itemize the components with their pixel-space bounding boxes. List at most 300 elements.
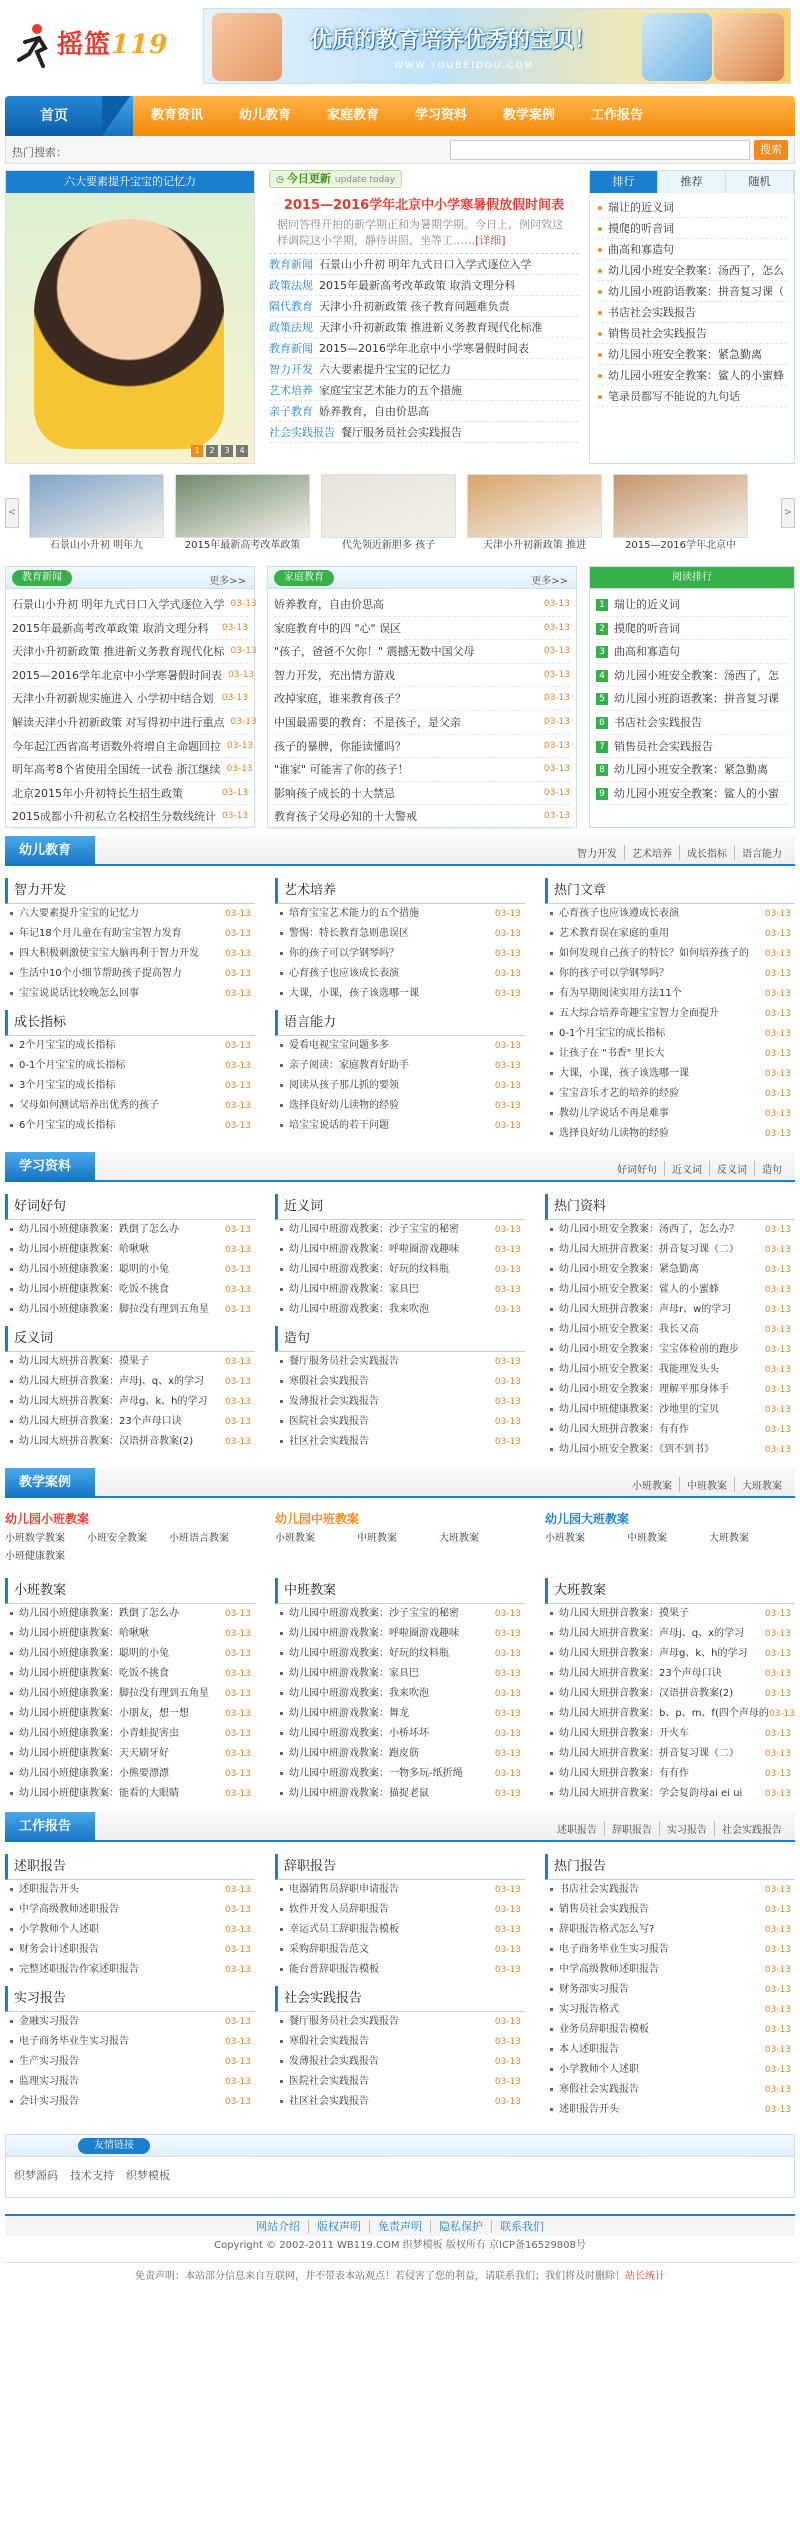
item-title[interactable]: 教幼儿学说话不再是难事 (559, 1108, 669, 1119)
reading-title[interactable]: 书店社会实践报告 (614, 715, 702, 729)
item-title[interactable]: 幼儿园小班健康教案：跌倒了怎么办 (19, 1224, 179, 1235)
news-title[interactable]: 明年高考8个省使用全国统一试卷 浙江继续 (12, 763, 221, 777)
list-item[interactable] (275, 2072, 525, 2092)
list-item[interactable] (275, 1392, 525, 1412)
list-item[interactable] (545, 1064, 795, 1084)
news-item[interactable] (12, 664, 255, 688)
nav-item[interactable]: 幼儿教育 (238, 108, 291, 123)
item-title[interactable]: 宝宝说说话比较晚怎么回事 (19, 988, 139, 999)
nav-item[interactable]: 工作报告 (590, 108, 643, 123)
friend-link[interactable]: 织梦源码 (14, 2169, 58, 2182)
news-title[interactable]: 改掉家庭，谁来教育孩子？ (274, 692, 406, 706)
item-title[interactable]: 心育孩子也应该成长表演 (289, 968, 399, 979)
item-title[interactable]: 幼儿园小班健康教案：小青蛙捉害虫 (19, 1728, 179, 1739)
reading-item[interactable] (596, 687, 788, 711)
list-item[interactable] (275, 1096, 525, 1116)
news-item[interactable] (12, 735, 254, 759)
header-banner[interactable] (203, 8, 791, 84)
list-item[interactable] (545, 984, 795, 1004)
case-link[interactable]: 中班教案 (627, 1533, 667, 1544)
list-item[interactable] (5, 1412, 255, 1432)
list-item[interactable] (5, 2052, 255, 2072)
column-heading[interactable]: 辞职报告 (275, 1854, 525, 1880)
photo-caption[interactable]: 石景山小升初 明年九 (49, 540, 144, 551)
item-title[interactable]: 财务部实习报告 (559, 1984, 629, 1995)
item-title[interactable]: 幼儿园中班游戏教案：呼啦圈游戏趣味 (289, 1628, 459, 1639)
item-category[interactable]: 隔代教育 (269, 300, 313, 313)
photo-caption[interactable]: 代先领近新胆多 孩子 (341, 540, 436, 551)
item-title[interactable]: 艺术教育误在家庭的重用 (559, 928, 669, 939)
item-title[interactable]: 幼儿园中班游戏教案：舞龙 (289, 1708, 409, 1719)
news-title[interactable]: 北京2015年小升初特长生招生政策 (12, 786, 183, 800)
item-title[interactable]: 0-1个月宝宝的成长指标 (559, 1028, 666, 1039)
item-title[interactable]: 幼儿园中班游戏教案：我来吹泡 (289, 1304, 429, 1315)
nav-item[interactable]: 教学案例 (502, 108, 555, 123)
case-link[interactable]: 小班教案 (275, 1533, 315, 1544)
nav-home[interactable]: 首页 (5, 96, 103, 136)
list-item[interactable] (275, 1704, 525, 1724)
item-title[interactable]: 幼儿园中班游戏教案：一物多玩-纸折绳 (289, 1768, 463, 1779)
section-link[interactable]: 反义词 (709, 1161, 754, 1176)
item-title[interactable]: 辞职报告格式怎么写? (559, 1924, 655, 1935)
news-title[interactable]: 天津小升初新政策 推进新义务教育现代化标 (12, 645, 225, 659)
list-item[interactable] (545, 1440, 795, 1460)
column-heading[interactable]: 中班教案 (275, 1578, 525, 1604)
list-item[interactable] (275, 944, 525, 964)
slideshow-dot[interactable]: 4 (236, 445, 248, 457)
news-title[interactable]: 2015成都小升初私立名校招生分数线统计 (12, 810, 216, 824)
news-item[interactable] (274, 782, 570, 806)
column-heading[interactable]: 成长指标 (5, 1010, 255, 1036)
list-item[interactable] (5, 1116, 255, 1136)
reading-item[interactable] (596, 782, 788, 806)
item-title[interactable]: 幼儿园小班健康教案：小熊要漂漂 (19, 1768, 169, 1779)
item-category[interactable]: 亲子教育 (269, 405, 313, 418)
item-title[interactable]: 0-1个月宝宝的成长指标 (19, 1060, 126, 1071)
nav-item[interactable]: 学习资料 (414, 108, 467, 123)
section-link[interactable]: 述职报告 (557, 1825, 597, 1836)
ranking-tab[interactable]: 随机 (726, 171, 794, 193)
footer-link[interactable]: 隐私保护 (430, 2220, 491, 2233)
case-category-title[interactable]: 幼儿园中班教案 (275, 1512, 360, 1526)
item-title[interactable]: 幼儿园大班拼音教案：学会复韵母ai ei ui (559, 1788, 743, 1799)
item-title[interactable]: 幼儿园大班拼音教案：摸果子 (19, 1356, 149, 1367)
search-button[interactable]: 搜索 (754, 140, 788, 160)
section-link[interactable]: 好词好句 (617, 1165, 657, 1176)
item-title[interactable]: 幼儿园小班安全教案：紧急勤离 (559, 1264, 699, 1275)
list-item[interactable] (5, 1036, 255, 1056)
list-item[interactable] (545, 2040, 795, 2060)
item-title[interactable]: 幼儿园中班游戏教案：我来吹泡 (289, 1688, 429, 1699)
list-item[interactable] (545, 1624, 795, 1644)
item-title[interactable]: 幼儿园小班安全教案：理解平那身体手 (559, 1384, 729, 1395)
item-title[interactable]: 心育孩子也应该遵成长表演 (559, 908, 679, 919)
list-item[interactable] (5, 1784, 255, 1804)
case-link[interactable]: 中班教案 (357, 1533, 397, 1544)
item-title[interactable]: 本人述职报告 (559, 2044, 619, 2055)
reading-item[interactable] (596, 593, 788, 617)
list-item[interactable] (5, 1056, 255, 1076)
news-title[interactable]: 中国最需要的教育：不是孩子，是父亲 (274, 715, 461, 729)
list-item[interactable] (545, 1960, 795, 1980)
item-title[interactable]: 幼儿园大班拼音教案：23个声母口诀 (19, 1416, 182, 1427)
column-heading[interactable]: 实习报告 (5, 1986, 255, 2012)
item-title[interactable]: 幼儿园小班安全教案：《到不到书》 (559, 1444, 714, 1455)
item-title[interactable]: 幼儿园大班拼音教案：声母g、k、h的学习 (559, 1648, 748, 1659)
item-title[interactable]: 幼儿园大班拼音教案：拼音复习课（二） (559, 1244, 739, 1255)
news-item[interactable] (12, 617, 248, 641)
news-title[interactable]: 影响孩子成长的十大禁忌 (274, 786, 395, 800)
photo-thumbnail[interactable] (29, 474, 164, 538)
list-item[interactable] (5, 1096, 255, 1116)
news-item[interactable] (274, 735, 570, 759)
item-title[interactable]: 电器销售员辞职申请报告 (289, 1884, 399, 1895)
list-item[interactable] (275, 1280, 525, 1300)
item-title[interactable]: 会计实习报告 (19, 2096, 79, 2107)
section-link[interactable]: 大班教案 (734, 1477, 789, 1492)
list-item[interactable] (5, 1764, 255, 1784)
list-item[interactable] (545, 1260, 795, 1280)
item-title[interactable]: 6个月宝宝的成长指标 (19, 1120, 116, 1131)
photo-item[interactable] (467, 474, 602, 554)
today-item[interactable] (269, 254, 579, 275)
item-title[interactable]: 你的孩子可以学钢琴吗？ (559, 968, 669, 979)
list-item[interactable] (5, 904, 255, 924)
list-item[interactable] (275, 1116, 525, 1136)
item-title[interactable]: 发薄报社会实践报告 (289, 1396, 379, 1407)
item-category[interactable]: 政策法规 (269, 279, 313, 292)
list-item[interactable] (545, 2060, 795, 2080)
list-item[interactable] (545, 924, 795, 944)
list-item[interactable] (5, 1724, 255, 1744)
item-title[interactable]: 幼儿园小班健康教案：吃饭不挑食 (19, 1284, 169, 1295)
slideshow-dot[interactable]: 3 (221, 445, 233, 457)
item-title[interactable]: 幼儿园小班健康教案：天天刷牙好 (19, 1748, 169, 1759)
ranking-item[interactable]: 笔录员都写不能说的九句话 (596, 386, 788, 407)
item-title[interactable]: 幼儿园中班游戏教案：呼啦圈游戏趣味 (289, 1244, 459, 1255)
item-title[interactable]: 幼儿园中班游戏教案：家具巴 (289, 1668, 419, 1679)
list-item[interactable] (545, 1300, 795, 1320)
item-title[interactable]: 选择良好幼儿读物的经验 (289, 1100, 399, 1111)
list-item[interactable] (545, 1280, 795, 1300)
list-item[interactable] (275, 1764, 525, 1784)
ranking-item[interactable]: 幼儿园小班安全教案：鲨人的小蜜蜂 (596, 365, 788, 386)
section-link[interactable]: 社会实践报告 (714, 1821, 789, 1836)
list-item[interactable] (275, 1624, 525, 1644)
item-title[interactable]: 书店社会实践报告 (559, 1884, 639, 1895)
search-input[interactable] (450, 140, 750, 160)
more-link[interactable]: 更多>> (531, 576, 568, 587)
news-title[interactable]: 家庭教育中的四 "心" 误区 (274, 621, 402, 635)
slideshow-dot[interactable]: 2 (206, 445, 218, 457)
item-category[interactable]: 社会实践报告 (269, 426, 335, 439)
ranking-item[interactable]: 幼儿园小班安全教案：紧急勤离 (596, 344, 788, 365)
site-logo[interactable] (15, 22, 195, 72)
news-title[interactable]: "孩子，爸爸不欠你！" 震撼无数中国父母 (274, 645, 475, 659)
item-title[interactable]: 幼儿园大班拼音教案：声母r、w的学习 (559, 1304, 732, 1315)
list-item[interactable] (275, 1960, 525, 1980)
section-title[interactable]: 教学案例 (5, 1468, 95, 1498)
list-item[interactable] (275, 1220, 525, 1240)
item-title[interactable]: 幼儿园中班游戏教案：家具巴 (289, 1284, 419, 1295)
photo-caption[interactable]: 2015年最新高考改革政策 (184, 540, 301, 551)
news-title[interactable]: 2015年最新高考改革政策 取消文理分科 (12, 621, 209, 635)
reading-item[interactable] (596, 735, 788, 759)
list-item[interactable] (275, 1076, 525, 1096)
case-link[interactable]: 小班安全教案 (87, 1533, 147, 1544)
item-title[interactable]: 幼儿园中班游戏教案：好玩的纹料瓶 (289, 1264, 449, 1275)
item-title[interactable]: 2个月宝宝的成长指标 (19, 1040, 116, 1051)
list-item[interactable] (275, 1880, 525, 1900)
list-item[interactable] (275, 1684, 525, 1704)
list-item[interactable] (545, 2000, 795, 2020)
list-item[interactable] (5, 1240, 255, 1260)
news-title[interactable]: 天津小升初新规实施进入 小学初中结合划 (12, 692, 214, 706)
list-item[interactable] (5, 1392, 255, 1412)
item-title[interactable]: 3个月宝宝的成长指标 (19, 1080, 116, 1091)
column-heading[interactable]: 好词好句 (5, 1194, 255, 1220)
item-title[interactable]: 警惕：特长教育急则患误区 (289, 928, 409, 939)
item-title[interactable]: 完整述职报告作家述职报告 (19, 1964, 139, 1975)
list-item[interactable] (545, 1980, 795, 2000)
footer-link[interactable]: 联系我们 (491, 2220, 552, 2233)
list-item[interactable] (545, 1420, 795, 1440)
column-heading[interactable]: 小班教案 (5, 1578, 255, 1604)
list-item[interactable] (275, 1724, 525, 1744)
item-title[interactable]: 幼儿园小班安全教案：我长又高 (559, 1324, 699, 1335)
stats-link[interactable]: 站长统计 (625, 2271, 665, 2282)
reading-title[interactable]: 销售员社会实践报告 (614, 739, 713, 753)
list-item[interactable] (545, 1900, 795, 1920)
item-category[interactable]: 智力开发 (269, 363, 313, 376)
news-item[interactable] (274, 617, 570, 641)
list-item[interactable] (5, 2012, 255, 2032)
list-item[interactable] (545, 1380, 795, 1400)
footer-link[interactable]: 版权声明 (308, 2220, 369, 2233)
photo-caption[interactable]: 天津小升初新政策 推进 (482, 540, 587, 551)
news-item[interactable] (12, 782, 248, 806)
friend-link[interactable]: 织梦模板 (126, 2169, 170, 2182)
item-title[interactable]: 生活中10个小细节帮助孩子提高智力 (19, 968, 182, 979)
list-item[interactable] (5, 1220, 255, 1240)
list-item[interactable] (545, 1880, 795, 1900)
today-item[interactable] (269, 359, 579, 380)
list-item[interactable] (275, 1240, 525, 1260)
news-item[interactable] (274, 711, 570, 735)
today-item[interactable] (269, 401, 579, 422)
list-item[interactable] (5, 1900, 255, 1920)
today-item[interactable] (269, 275, 579, 296)
list-item[interactable] (5, 1604, 255, 1624)
item-title[interactable]: 阅读从孩子那儿抓的要领 (289, 1080, 399, 1091)
more-link[interactable]: 更多>> (209, 576, 246, 587)
item-title[interactable]: 大课，小课，孩子该选哪一课 (559, 1068, 689, 1079)
section-link[interactable]: 辞职报告 (604, 1821, 659, 1836)
list-item[interactable] (5, 1280, 255, 1300)
list-item[interactable] (545, 2080, 795, 2100)
focus-slideshow[interactable] (5, 170, 255, 464)
list-item[interactable] (545, 1764, 795, 1784)
list-item[interactable] (545, 1704, 795, 1724)
list-item[interactable] (545, 964, 795, 984)
list-item[interactable] (545, 1124, 795, 1144)
item-title[interactable]: 幼儿园大班拼音教案：汉语拼音教案(2) (19, 1436, 194, 1447)
list-item[interactable] (5, 2072, 255, 2092)
photo-thumbnail[interactable] (321, 474, 456, 538)
column-heading[interactable]: 述职报告 (5, 1854, 255, 1880)
item-title[interactable]: 幼儿园小班健康教案：脚拉没有理到五角星 (19, 1688, 209, 1699)
list-item[interactable] (5, 1940, 255, 1960)
item-title[interactable]: 监理实习报告 (19, 2076, 79, 2087)
list-item[interactable] (5, 1644, 255, 1664)
ranking-item[interactable]: 摸爬的听音词 (596, 218, 788, 239)
slideshow-dot[interactable]: 1 (191, 445, 203, 457)
photo-item[interactable] (175, 474, 310, 554)
reading-title[interactable]: 幼儿园小班安全教案：鲨人的小蜜 (614, 786, 779, 800)
item-title[interactable]: 中学高级教师述职报告 (559, 1964, 659, 1975)
section-link[interactable]: 中班教案 (679, 1477, 734, 1492)
item-title[interactable]: 电子商务毕业生实习报告 (19, 2036, 129, 2047)
item-title[interactable]: 幼儿园小班安全教案：鲨人的小蜜蜂 (559, 1284, 719, 1295)
item-title[interactable]: 小学教师个人述职 (19, 1924, 99, 1935)
list-item[interactable] (545, 1024, 795, 1044)
item-title[interactable]: 让孩子在 "书香" 里长大 (559, 1048, 665, 1059)
news-item[interactable] (274, 758, 570, 782)
column-heading[interactable]: 智力开发 (5, 878, 255, 904)
case-link[interactable]: 小班健康教案 (5, 1551, 65, 1562)
item-title[interactable]: 述职报告开头 (559, 2104, 619, 2115)
item-title[interactable]: 幼儿园小班健康教案：吃饭不挑食 (19, 1668, 169, 1679)
section-title[interactable]: 幼儿教育 (5, 836, 95, 866)
item-title[interactable]: 餐厅服务员社会实践报告 (341, 426, 462, 439)
list-item[interactable] (545, 1400, 795, 1420)
item-title[interactable]: 幼儿园中班游戏教案：好玩的纹料瓶 (289, 1648, 449, 1659)
item-title[interactable]: 幼儿园小班健康教案：聪明的小兔 (19, 1264, 169, 1275)
item-title[interactable]: 六大要素提升宝宝的记忆力 (319, 363, 451, 376)
reading-title[interactable]: 瑞让的近义词 (614, 598, 680, 611)
news-item[interactable] (12, 711, 257, 735)
item-title[interactable]: 医院社会实践报告 (289, 2076, 369, 2087)
list-item[interactable] (545, 1744, 795, 1764)
item-title[interactable]: 社区社会实践报告 (289, 1436, 369, 1447)
list-item[interactable] (5, 924, 255, 944)
list-item[interactable] (5, 1260, 255, 1280)
item-title[interactable]: 父母如何测试培养出优秀的孩子 (19, 1100, 159, 1111)
list-item[interactable] (545, 2100, 795, 2120)
column-heading[interactable]: 社会实践报告 (275, 1986, 525, 2012)
list-item[interactable] (5, 1684, 255, 1704)
list-item[interactable] (545, 1320, 795, 1340)
case-category-title[interactable]: 幼儿园大班教案 (545, 1512, 630, 1526)
item-title[interactable]: 小学教师个人述职 (559, 2064, 639, 2075)
column-heading[interactable]: 语言能力 (275, 1010, 525, 1036)
item-title[interactable]: 四大积极刺激使宝宝大脑再利于智力开发 (19, 948, 199, 959)
section-link[interactable]: 近义词 (664, 1161, 709, 1176)
photo-caption[interactable]: 2015—2016学年北京中 (625, 540, 736, 551)
list-item[interactable] (545, 1604, 795, 1624)
item-title[interactable]: 财务会计述职报告 (19, 1944, 99, 1955)
photo-item[interactable] (29, 474, 164, 554)
item-title[interactable]: 2015—2016学年北京中小学寒暑假时间表 (319, 342, 529, 355)
list-item[interactable] (5, 1744, 255, 1764)
news-item[interactable] (12, 758, 253, 782)
section-link[interactable]: 艺术培养 (624, 845, 679, 860)
list-item[interactable] (5, 1432, 255, 1452)
item-category[interactable]: 政策法规 (269, 321, 313, 334)
friend-link[interactable]: 技术支持 (70, 2169, 114, 2182)
ranking-item[interactable]: 幼儿园小班韵语教案：拼音复习课（ (596, 281, 788, 302)
list-item[interactable] (5, 1704, 255, 1724)
item-title[interactable]: 亲子阅读：家庭教育好助手 (289, 1060, 409, 1071)
item-title[interactable]: 幼儿园大班拼音教案：拼音复习课（二） (559, 1748, 739, 1759)
reading-item[interactable] (596, 617, 788, 641)
item-title[interactable]: 你的孩子可以学钢琴吗？ (289, 948, 399, 959)
case-link[interactable]: 小班数学教案 (5, 1533, 65, 1544)
list-item[interactable] (545, 944, 795, 964)
list-item[interactable] (545, 1920, 795, 1940)
item-title[interactable]: 选择良好幼儿读物的经验 (559, 1128, 669, 1139)
item-category[interactable]: 艺术培养 (269, 384, 313, 397)
scroll-left-button[interactable]: < (5, 498, 19, 528)
reading-item[interactable] (596, 711, 788, 735)
list-item[interactable] (545, 904, 795, 924)
news-title[interactable]: 今年起江西省高考语数外将增自主命题回拉 (12, 739, 221, 753)
news-title[interactable]: 石景山小升初 明年九式日口入学式逐位入学 (12, 598, 225, 611)
today-item[interactable] (269, 296, 579, 317)
section-link[interactable]: 造句 (754, 1161, 789, 1176)
news-item[interactable] (12, 687, 248, 711)
list-item[interactable] (5, 2092, 255, 2112)
photo-thumbnail[interactable] (175, 474, 310, 538)
case-link[interactable]: 大班教案 (439, 1533, 479, 1544)
list-item[interactable] (275, 1432, 525, 1452)
section-title[interactable]: 工作报告 (5, 1812, 95, 1842)
item-title[interactable]: 幼儿园大班拼音教案：声母g、k、h的学习 (19, 1396, 208, 1407)
news-item[interactable] (12, 640, 257, 664)
item-title[interactable]: 有为早期阅读实用方法11个 (559, 988, 682, 999)
detail-link[interactable]: [详细] (475, 234, 506, 247)
column-heading[interactable]: 热门文章 (545, 878, 795, 904)
news-item[interactable] (274, 687, 570, 711)
case-category-title[interactable]: 幼儿园小班教案 (5, 1512, 90, 1526)
item-title[interactable]: 幼儿园小班健康教案：聪明的小兔 (19, 1648, 169, 1659)
section-title[interactable]: 学习资料 (5, 1152, 95, 1182)
item-title[interactable]: 幼儿园小班安全教案：汤西了，怎么办？ (559, 1224, 739, 1235)
reading-item[interactable] (596, 664, 788, 688)
item-title[interactable]: 述职报告开头 (19, 1884, 79, 1895)
list-item[interactable] (545, 1360, 795, 1380)
item-title[interactable]: 幼儿园大班拼音教案：汉语拼音教案(2) (559, 1688, 734, 1699)
scroll-right-button[interactable]: > (781, 498, 795, 528)
section-link[interactable]: 成长指标 (679, 845, 734, 860)
item-title[interactable]: 幼儿园大班拼音教案：声母j、q、x的学习 (19, 1376, 205, 1387)
item-title[interactable]: 培育宝宝艺术能力的五个措施 (289, 908, 419, 919)
item-title[interactable]: 石景山小升初 明年九式日口入学式逐位入学 (319, 258, 532, 271)
item-title[interactable]: 医院社会实践报告 (289, 1416, 369, 1427)
item-title[interactable]: 幼儿园小班安全教案：宝宝体检前的跑步 (559, 1344, 739, 1355)
item-title[interactable]: 寒假社会实践报告 (289, 2036, 369, 2047)
item-title[interactable]: 社区社会实践报告 (289, 2096, 369, 2107)
reading-title[interactable]: 曲高和寡造句 (614, 645, 680, 659)
list-item[interactable] (275, 964, 525, 984)
news-item[interactable] (12, 805, 248, 829)
news-title[interactable]: 2015—2016学年北京中小学寒暑假时间表 (12, 668, 222, 682)
list-item[interactable] (275, 1744, 525, 1764)
list-item[interactable] (275, 2032, 525, 2052)
list-item[interactable] (5, 2032, 255, 2052)
item-title[interactable]: 幼儿园大班拼音教案：有有作 (559, 1768, 689, 1779)
item-title[interactable]: 软件开发人员辞职报告 (289, 1904, 389, 1915)
